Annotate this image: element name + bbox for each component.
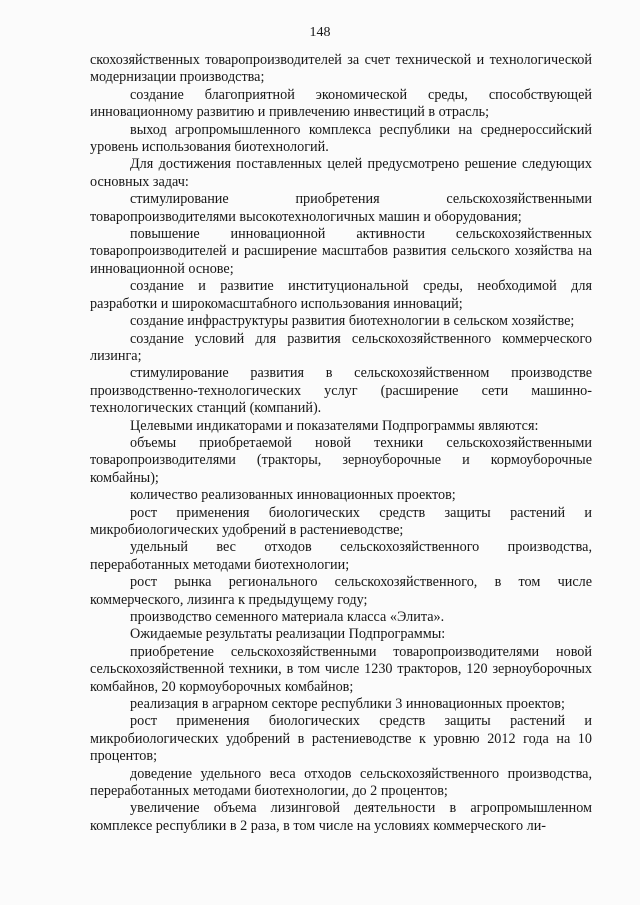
paragraph: доведение удельного веса отходов сельскохозяйственного производства, переработанных методами биотехнологии, до 2 процентов; [90,765,592,800]
paragraph: рост применения биологических средств защиты растений и микробиологических удобрений в растениеводстве к уровню 2012 года на 10 процентов; [90,713,592,765]
document-body [90,52,592,835]
paragraph: производство семенного материала класса «Элита». [130,609,445,625]
paragraph: удельный вес отходов сельскохозяйственного производства, переработанных методами биотехнологии; [90,539,592,573]
paragraph: скохозяйственных товаропроизводителей за счет технической и технологической модернизации производства; [90,52,592,86]
paragraph: создание и развитие институциональной среды, необходимой для разработки и широкомасштабного использования инноваций; [90,278,592,312]
paragraph: увеличение объема лизинговой деятельности в агропромышленном комплексе республики в 2 раза, в том числе на условиях коммерческого ли- [90,800,592,834]
paragraph: рост рынка регионального сельскохозяйственного, в том числе коммерческого, лизинга к предыдущему году; [90,574,592,608]
paragraph: Ожидаемые результаты реализации Подпрограммы: [130,626,446,643]
paragraph: Целевыми индикаторами и показателями Подпрограммы являются: [130,417,539,434]
paragraph: создание инфраструктуры развития биотехнологии в сельском хозяйстве; [130,313,575,330]
paragraph: Для достижения поставленных целей предусмотрено решение следующих основных задач: [90,156,592,190]
paragraph: рост применения биологических средств защиты растений и микробиологических удобрений в растениеводстве; [90,504,592,538]
paragraph: выход агропромышленного комплекса республики на среднероссийский уровень использования биотехнологий. [90,121,592,156]
page-number: 148 [309,25,331,40]
paragraph: объемы приобретаемой новой техники сельскохозяйственными товаропроизводителями (тракторы, зерноуборочные и кормоуборочные комбайны); [90,434,592,486]
paragraph: приобретение сельскохозяйственными товаропроизводителями новой сельскохозяйственной техники, в том числе 1230 тракторов, 120 зерноуборочных комбайнов, 20 кормоуборочных комбайнов; [90,643,592,695]
paragraph: стимулирование приобретения сельскохозяйственными товаропроизводителями высокотехнологичных машин и оборудования; [90,191,592,225]
paragraph: создание условий для развития сельскохозяйственного коммерческого лизинга; [90,330,592,364]
paragraph: повышение инновационной активности сельскохозяйственных товаропроизводителей и расширение масштабов развития сельского хозяйства на инновационной основе; [90,226,592,277]
paragraph: реализация в аграрном секторе республики 3 инновационных проектов; [130,696,565,713]
paragraph: стимулирование развития в сельскохозяйственном производстве производственно-технологических услуг (расширение сети машинно-технологических станций (компаний). [90,365,592,417]
paragraph: количество реализованных инновационных проектов; [130,487,456,504]
paragraph: создание благоприятной экономической среды, способствующей инновационному развитию и привлечению инвестиций в отрасль; [90,86,592,121]
